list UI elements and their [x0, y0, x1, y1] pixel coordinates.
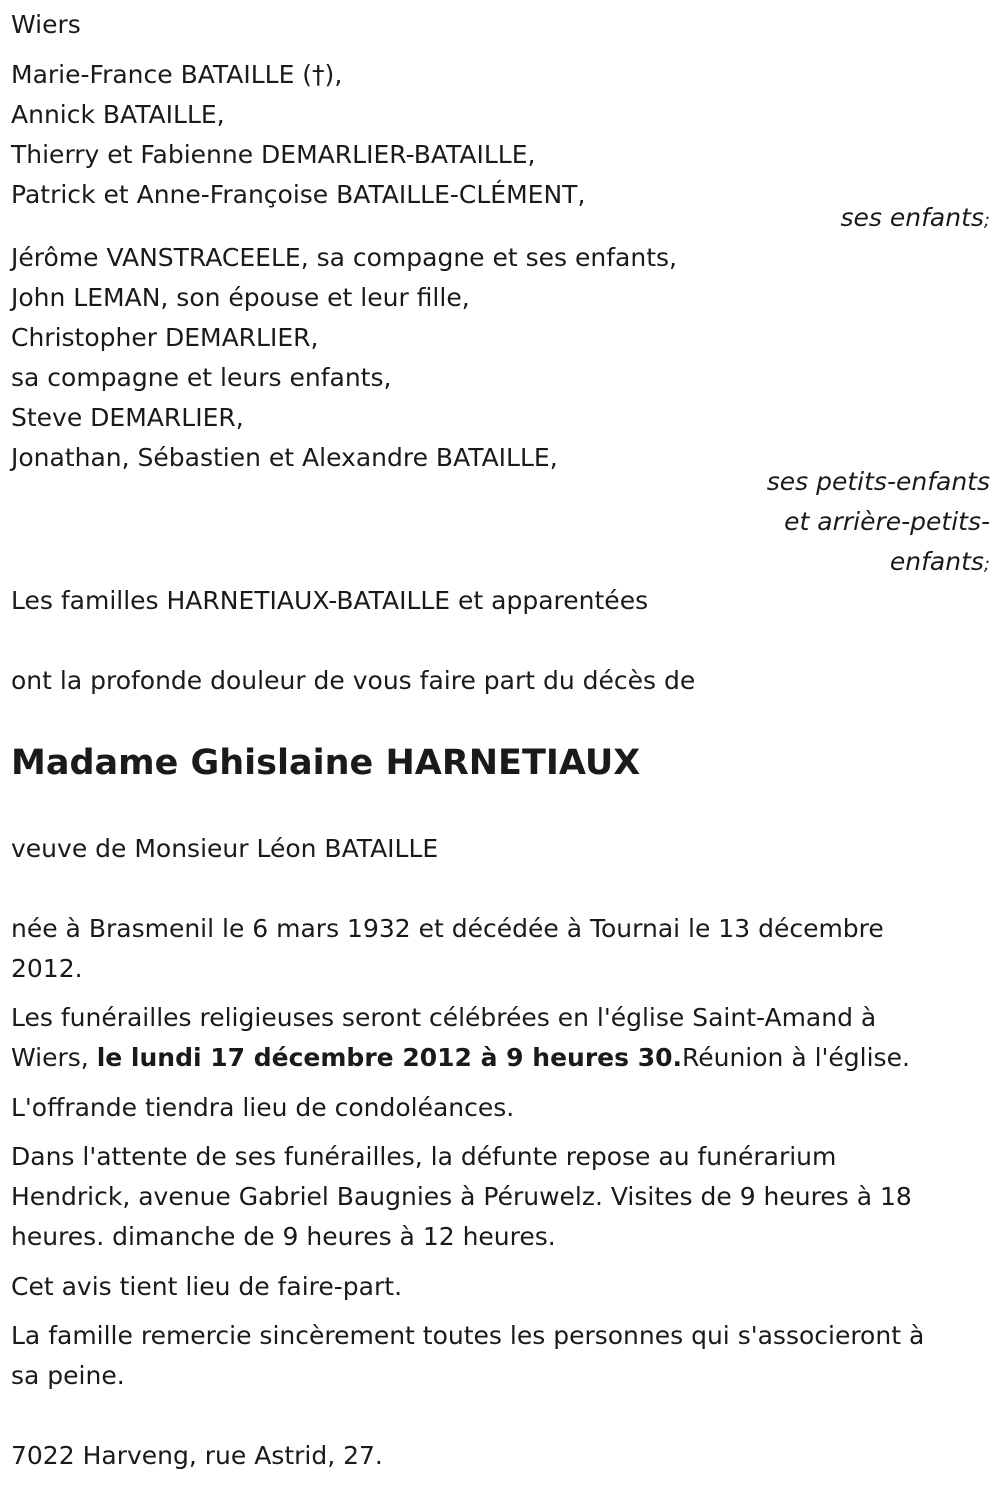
- child-line-4: Patrick et Anne-Françoise BATAILLE-CLÉMENT,: [11, 180, 586, 209]
- grandchildren-role-line-1: ses petits-enfants: [766, 467, 990, 496]
- widow-of: veuve de Monsieur Léon BATAILLE: [11, 834, 439, 863]
- child-line-3: Thierry et Fabienne DEMARLIER-BATAILLE,: [11, 140, 536, 169]
- grandchild-line-2: John LEMAN, son épouse et leur fille,: [11, 283, 470, 312]
- funeral-line-1: Les funérailles religieuses seront célébrées en l'église Saint-Amand à: [11, 1003, 877, 1032]
- grandchildren-role-line-2: et arrière-petits-: [784, 507, 990, 536]
- children-role: [841, 198, 990, 238]
- funeral-date: le lundi 17 décembre 2012 à 9 heures 30.: [96, 1043, 682, 1072]
- grandchild-line-3: Christopher DEMARLIER,: [11, 323, 319, 352]
- child-line-1: Marie-France BATAILLE (†),: [11, 60, 343, 89]
- grandchild-line-4: sa compagne et leurs enfants,: [11, 363, 392, 392]
- child-line-2: Annick BATAILLE,: [11, 100, 225, 129]
- visits-line-2: Hendrick, avenue Gabriel Baugnies à Péruwelz. Visites de 9 heures à 18: [11, 1182, 912, 1211]
- grandchildren-role-line-3: [890, 542, 990, 582]
- location: Wiers: [11, 10, 81, 39]
- address: 7022 Harveng, rue Astrid, 27.: [11, 1441, 383, 1470]
- thanks-line-1: La famille remercie sincèrement toutes les personnes qui s'associeront à: [11, 1321, 925, 1350]
- children-role-end: ;: [983, 210, 990, 231]
- grandchild-line-1: Jérôme VANSTRACEELE, sa compagne et ses enfants,: [11, 243, 677, 272]
- notice: Cet avis tient lieu de faire-part.: [11, 1272, 403, 1301]
- announcement: ont la profonde douleur de vous faire part du décès de: [11, 666, 696, 695]
- grandchildren-role-line-3-text: enfants: [889, 547, 984, 576]
- birth-death-line-2: 2012.: [11, 954, 83, 983]
- thanks-line-2: sa peine.: [11, 1361, 125, 1390]
- funeral-place: Wiers,: [11, 1043, 97, 1072]
- grandchild-line-5: Steve DEMARLIER,: [11, 403, 244, 432]
- funeral-meeting: Réunion à l'église.: [681, 1043, 910, 1072]
- children-role-text: ses enfants: [840, 203, 984, 232]
- offering: L'offrande tiendra lieu de condoléances.: [11, 1093, 515, 1122]
- visits-line-1: Dans l'attente de ses funérailles, la défunte repose au funérarium: [11, 1142, 837, 1171]
- visits-line-3: heures. dimanche de 9 heures à 12 heures.: [11, 1222, 556, 1251]
- grandchild-line-6: Jonathan, Sébastien et Alexandre BATAILLE,: [11, 443, 558, 472]
- birth-death-line-1: née à Brasmenil le 6 mars 1932 et décédée à Tournai le 13 décembre: [11, 914, 884, 943]
- funeral-line-2: [11, 1038, 910, 1078]
- deceased-name: Madame Ghislaine HARNETIAUX: [11, 743, 641, 783]
- grandchildren-role-end: ;: [983, 554, 990, 575]
- families: Les familles HARNETIAUX-BATAILLE et apparentées: [11, 586, 649, 615]
